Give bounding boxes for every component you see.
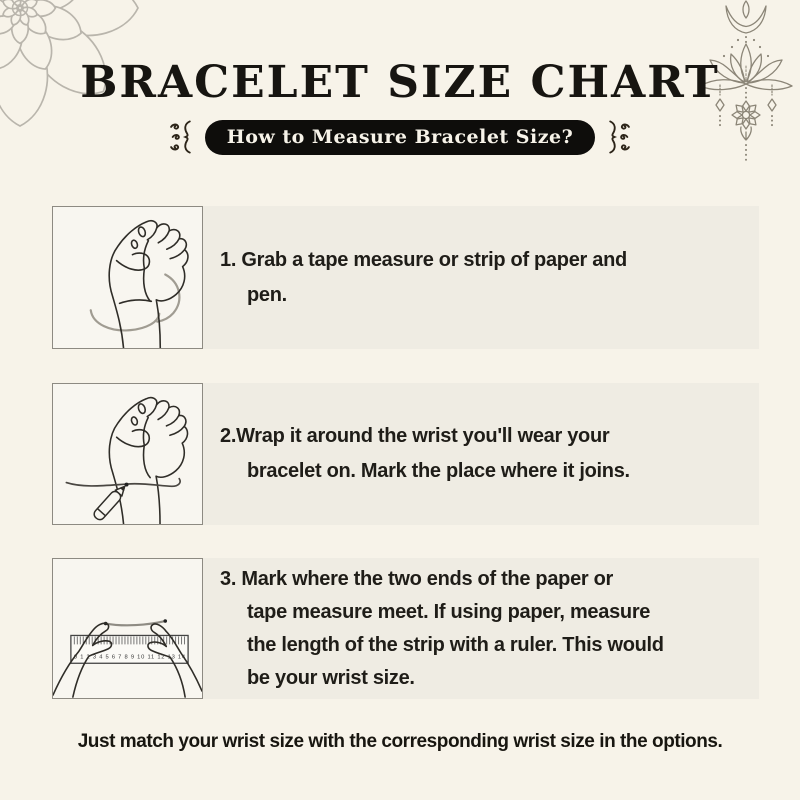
- step-number: 1.: [220, 248, 242, 271]
- fist-with-tape-measure-icon: [52, 206, 203, 349]
- step-2-text: [203, 383, 759, 525]
- page-title: BRACELET SIZE CHART: [80, 57, 720, 108]
- footer-note: Just match your wrist size with the corresponding wrist size in the options.: [77, 731, 723, 752]
- hands-string-ruler-icon: [52, 558, 203, 699]
- subtitle-banner: [0, 117, 800, 157]
- step-text-line: Wrap it around the wrist you'll wear your: [236, 425, 610, 447]
- step-number: 3.: [220, 567, 242, 590]
- step-text-line: bracelet on. Mark the place where it joins.: [247, 460, 630, 482]
- step-text-line: the length of the strip with a ruler. This would: [247, 633, 664, 656]
- ruler-numbers: 0 1 2 3 4 5 6 7 8 9 10 11 12 13 14: [73, 654, 186, 661]
- step-text-line: pen.: [247, 283, 287, 306]
- wrist-string-pen-icon: [52, 383, 203, 525]
- step-text-line: Mark where the two ends of the paper or: [241, 567, 614, 590]
- step-text-line: Grab a tape measure or strip of paper and: [241, 248, 627, 271]
- step-text-line: tape measure meet. If using paper, measure: [247, 600, 651, 623]
- subtitle-pill: How to Measure Bracelet Size?: [205, 120, 596, 155]
- step-1-text: [203, 206, 759, 349]
- step-row-2: [52, 383, 759, 525]
- step-row-3: [52, 558, 759, 699]
- step-text-line: be your wrist size.: [247, 666, 415, 689]
- curly-flourish-right-icon: [604, 116, 632, 158]
- step-number: 2.: [220, 425, 237, 447]
- step-3-text: [203, 558, 759, 699]
- curly-flourish-left-icon: [168, 116, 196, 158]
- step-row-1: [52, 206, 759, 349]
